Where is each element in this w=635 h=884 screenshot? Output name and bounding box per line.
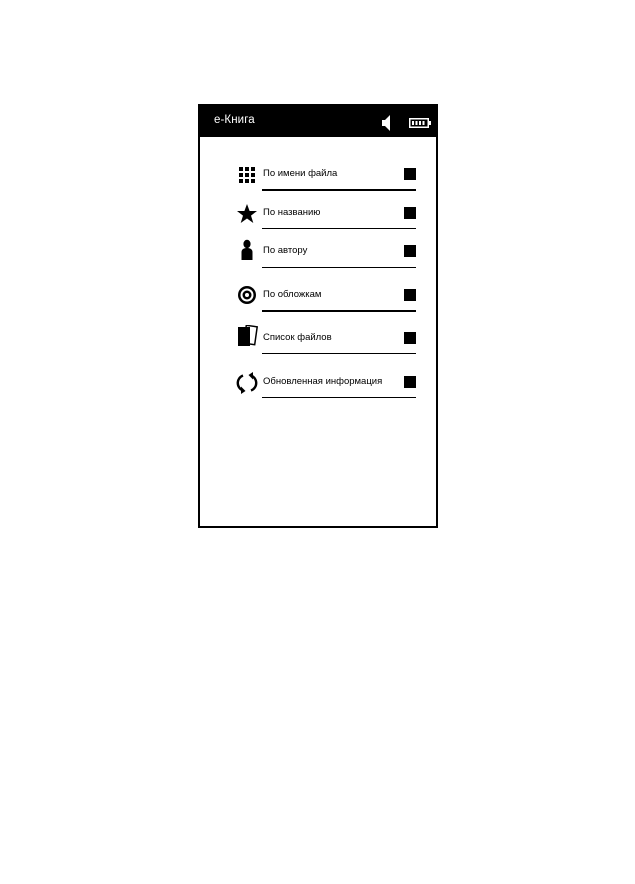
- files-icon: [236, 325, 258, 347]
- refresh-icon: [236, 372, 258, 394]
- checkbox[interactable]: [404, 332, 416, 344]
- divider: [262, 189, 416, 191]
- checkbox[interactable]: [404, 289, 416, 301]
- menu-item-by-filename[interactable]: [200, 160, 436, 198]
- menu-item-by-covers[interactable]: [200, 282, 436, 320]
- checkbox[interactable]: [404, 168, 416, 180]
- divider: [262, 310, 416, 312]
- battery-icon: [409, 118, 431, 128]
- divider: [262, 397, 416, 398]
- status-bar: [200, 106, 436, 137]
- menu-item-label: По названию: [263, 207, 321, 218]
- divider: [262, 228, 416, 229]
- ebook-screen: [198, 104, 438, 528]
- menu-item-by-title[interactable]: [200, 199, 436, 237]
- menu-item-label: По автору: [263, 245, 308, 256]
- menu-item-label: Список файлов: [263, 332, 332, 343]
- divider: [262, 267, 416, 268]
- checkbox[interactable]: [404, 245, 416, 257]
- menu-item-by-author[interactable]: [200, 238, 436, 276]
- menu-item-file-list[interactable]: [200, 324, 436, 362]
- menu-item-label: Обновленная информация: [263, 376, 383, 387]
- divider: [262, 353, 416, 354]
- speaker-icon[interactable]: [380, 114, 392, 132]
- target-icon: [236, 284, 258, 306]
- menu-item-label: По обложкам: [263, 289, 322, 300]
- app-title: e-Книга: [214, 114, 255, 126]
- checkbox[interactable]: [404, 207, 416, 219]
- star-icon: [236, 203, 258, 225]
- menu-item-label: По имени файла: [263, 168, 338, 179]
- person-icon: [236, 239, 258, 261]
- checkbox[interactable]: [404, 376, 416, 388]
- grid-icon: [236, 164, 258, 186]
- menu-item-updated-info[interactable]: [200, 368, 436, 406]
